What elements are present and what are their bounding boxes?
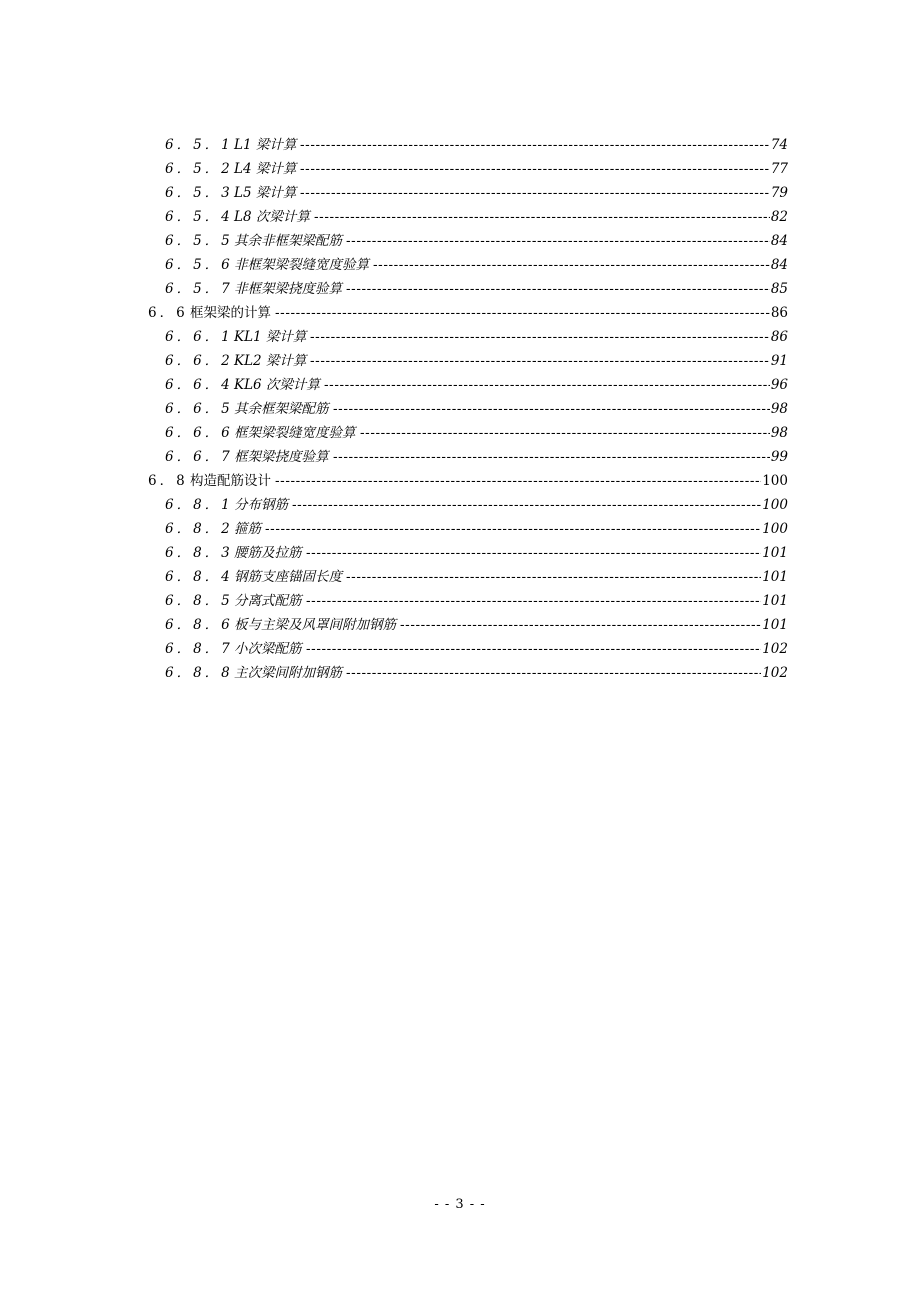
toc-dot-leader	[292, 493, 761, 517]
toc-dot-leader	[346, 229, 770, 253]
toc-entry[interactable]	[0, 613, 920, 637]
toc-entry-number: 6．8．6	[165, 617, 233, 633]
toc-entry[interactable]	[0, 349, 920, 373]
toc-entry-title: 小次梁配筋	[234, 641, 302, 657]
toc-entry[interactable]	[0, 541, 920, 565]
toc-entry[interactable]	[0, 301, 920, 325]
toc-entry-page-number: 85	[770, 281, 788, 297]
toc-entry-page-number: 77	[770, 161, 788, 177]
toc-entry[interactable]	[0, 181, 920, 205]
toc-entry-number: 6．6．7	[165, 449, 233, 465]
toc-entry-number: 6．8．7	[165, 641, 233, 657]
toc-dot-leader	[275, 469, 761, 493]
toc-entry-title: 其余非框架梁配筋	[234, 233, 342, 249]
toc-dot-leader	[346, 661, 761, 685]
toc-entry-page-number: 101	[762, 593, 788, 609]
toc-dot-leader	[275, 301, 770, 325]
toc-entry-page-number: 96	[770, 377, 788, 393]
toc-dot-leader	[324, 373, 770, 397]
toc-entry[interactable]	[0, 517, 920, 541]
toc-entry-number: 6．8．1	[165, 497, 233, 513]
toc-entry-title: 分布钢筋	[234, 497, 288, 513]
toc-entry-page-number: 99	[770, 449, 788, 465]
toc-entry-title: 板与主梁及风罩间附加钢筋	[234, 617, 396, 633]
toc-dot-leader	[306, 541, 761, 565]
toc-dot-leader	[300, 157, 770, 181]
toc-dot-leader	[373, 253, 770, 277]
toc-dot-leader	[306, 589, 761, 613]
toc-entry-title: 箍筋	[234, 521, 261, 537]
toc-entry-number: 6．5．2	[165, 161, 233, 177]
toc-entry-page-number: 74	[770, 137, 788, 153]
toc-entry[interactable]	[0, 373, 920, 397]
toc-entry-number: 6．5．1	[165, 137, 233, 153]
toc-dot-leader	[333, 397, 770, 421]
toc-dot-leader	[346, 565, 761, 589]
toc-entry-title: KL1 梁计算	[234, 329, 307, 345]
toc-entry-title: 腰筋及拉筋	[234, 545, 302, 561]
toc-entry-number: 6．5．3	[165, 185, 233, 201]
toc-entry[interactable]	[0, 397, 920, 421]
toc-entry[interactable]	[0, 469, 920, 493]
toc-entry-page-number: 102	[762, 641, 788, 657]
toc-entry-number: 6．8．4	[165, 569, 233, 585]
toc-entry-page-number: 101	[762, 617, 788, 633]
toc-dot-leader	[265, 517, 761, 541]
toc-dot-leader	[300, 133, 770, 157]
toc-entry-page-number: 84	[770, 257, 788, 273]
toc-entry[interactable]	[0, 421, 920, 445]
toc-entry[interactable]	[0, 277, 920, 301]
toc-entry-title: 构造配筋设计	[190, 473, 271, 489]
toc-entry-title: 框架梁裂缝宽度验算	[234, 425, 356, 441]
toc-entry-title: 框架梁的计算	[190, 305, 271, 321]
toc-entry-page-number: 84	[770, 233, 788, 249]
toc-entry[interactable]	[0, 589, 920, 613]
toc-dot-leader	[314, 205, 770, 229]
toc-dot-leader	[310, 325, 770, 349]
toc-entry-title: KL6 次梁计算	[234, 377, 320, 393]
toc-entry-number: 6．8．5	[165, 593, 233, 609]
toc-entry[interactable]	[0, 637, 920, 661]
toc-entry-number: 6．8．3	[165, 545, 233, 561]
toc-entry-number: 6．5．6	[165, 257, 233, 273]
toc-entry[interactable]	[0, 445, 920, 469]
toc-entry-page-number: 101	[762, 569, 788, 585]
toc-entry-number: 6．8	[148, 473, 188, 489]
toc-dot-leader	[310, 349, 770, 373]
toc-entry-title: L4 梁计算	[234, 161, 297, 177]
toc-dot-leader	[300, 181, 770, 205]
toc-entry-page-number: 98	[770, 425, 788, 441]
toc-entry-title: L5 梁计算	[234, 185, 297, 201]
toc-entry-page-number: 79	[770, 185, 788, 201]
toc-entry-title: 钢筋支座锚固长度	[234, 569, 342, 585]
toc-entry-number: 6．5．7	[165, 281, 233, 297]
toc-entry-page-number: 86	[770, 329, 788, 345]
toc-entry-number: 6．6．2	[165, 353, 233, 369]
toc-entry[interactable]	[0, 205, 920, 229]
toc-entry-title: 非框架梁裂缝宽度验算	[234, 257, 369, 273]
toc-entry-title: 框架梁挠度验算	[234, 449, 329, 465]
toc-entry-page-number: 100	[762, 473, 788, 489]
toc-entry-title: 主次梁间附加钢筋	[234, 665, 342, 681]
toc-entry-number: 6．6	[148, 305, 188, 321]
toc-entry-number: 6．6．1	[165, 329, 233, 345]
toc-entry[interactable]	[0, 493, 920, 517]
toc-entry-title: KL2 梁计算	[234, 353, 307, 369]
toc-entry[interactable]	[0, 253, 920, 277]
toc-entry-page-number: 98	[770, 401, 788, 417]
toc-entry[interactable]	[0, 565, 920, 589]
toc-entry-number: 6．6．4	[165, 377, 233, 393]
toc-entry-number: 6．6．5	[165, 401, 233, 417]
toc-entry[interactable]	[0, 157, 920, 181]
toc-entry-page-number: 91	[770, 353, 788, 369]
toc-entry[interactable]	[0, 661, 920, 685]
table-of-contents	[0, 133, 920, 685]
toc-dot-leader	[333, 445, 770, 469]
toc-entry[interactable]	[0, 133, 920, 157]
toc-entry-title: 其余框架梁配筋	[234, 401, 329, 417]
toc-entry-number: 6．8．2	[165, 521, 233, 537]
toc-entry-title: L1 梁计算	[234, 137, 297, 153]
toc-entry-page-number: 102	[762, 665, 788, 681]
toc-entry-page-number: 82	[770, 209, 788, 225]
toc-dot-leader	[400, 613, 761, 637]
toc-entry-number: 6．8．8	[165, 665, 233, 681]
toc-entry[interactable]	[0, 229, 920, 253]
toc-entry-title: 非框架梁挠度验算	[234, 281, 342, 297]
toc-dot-leader	[346, 277, 770, 301]
toc-dot-leader	[306, 637, 761, 661]
toc-entry-number: 6．6．6	[165, 425, 233, 441]
toc-entry-title: L8 次梁计算	[234, 209, 310, 225]
page-footer: - - 3 - -	[434, 1197, 486, 1212]
toc-entry-page-number: 86	[770, 305, 788, 321]
toc-entry-title: 分离式配筋	[234, 593, 302, 609]
toc-entry-number: 6．5．5	[165, 233, 233, 249]
toc-dot-leader	[360, 421, 770, 445]
toc-entry[interactable]	[0, 325, 920, 349]
toc-entry-number: 6．5．4	[165, 209, 233, 225]
toc-entry-page-number: 101	[762, 545, 788, 561]
toc-entry-page-number: 100	[762, 521, 788, 537]
toc-entry-page-number: 100	[762, 497, 788, 513]
